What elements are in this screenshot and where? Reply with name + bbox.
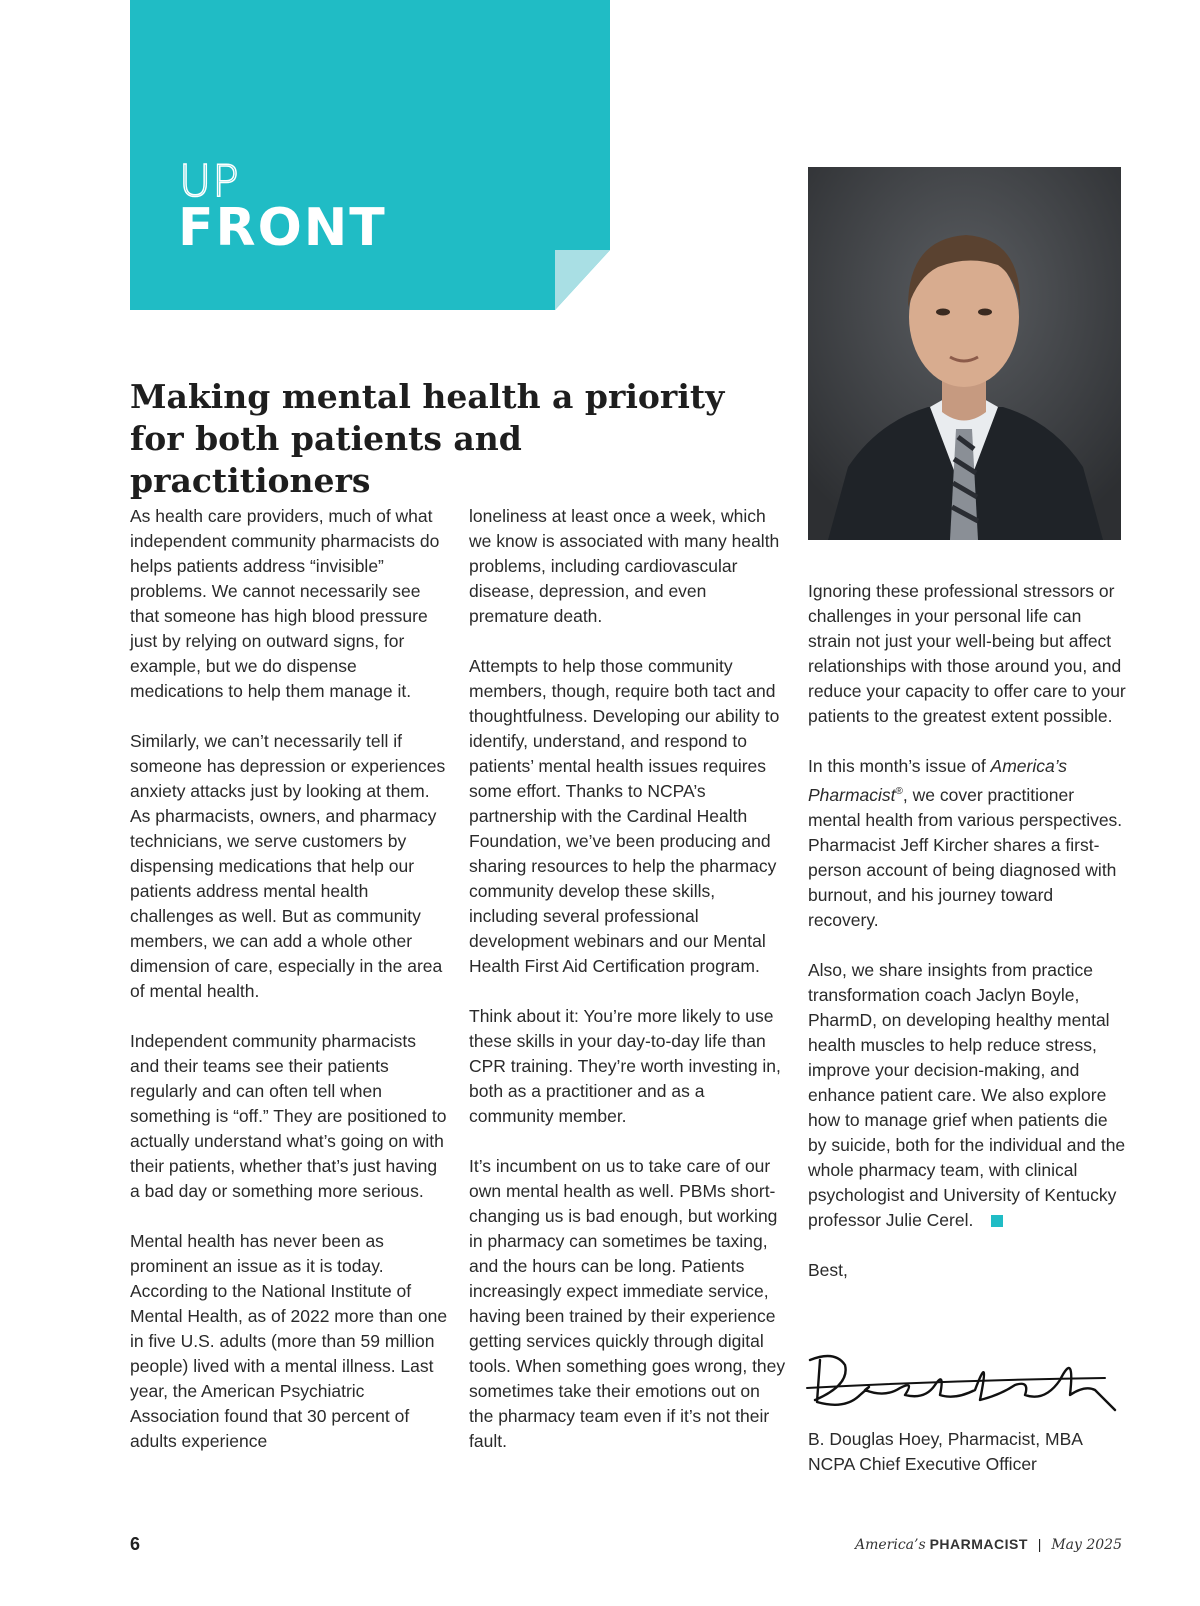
footer-separator: |	[1037, 1536, 1042, 1552]
author-name: B. Douglas Hoey, Pharmacist, MBA	[808, 1429, 1083, 1449]
banner-front-label: FRONT	[178, 198, 387, 258]
column2-paragraph-1: loneliness at least once a week, which we know is associated with many health problems, including cardiovascular disease, depression, and even premature death.	[469, 506, 780, 626]
registered-mark: ®	[895, 786, 903, 797]
paragraph3-body: Also, we share insights from practice transformation coach Jaclyn Boyle, PharmD, on developing healthy mental health muscles to help reduce stress, improve your decision-making, and enhance patient care. We also explore how to manage grief when patients die by suicide, both for the individual and the whole pharmacy team, with clinical psychologist and University of Kentucky professor Julie Cerel.	[808, 959, 1126, 1230]
column3-paragraph-2	[808, 754, 1126, 933]
column1-paragraph-4: Mental health has never been as prominent an issue as it is today. According to the National Institute of Mental Health, as of 2022 more than one in five U.S. adults (more than 59 million people) lived with a mental illness. Last year, the American Psychiatric Association found that 30 percent of adults experience	[130, 1231, 448, 1451]
column3-paragraph-1: Ignoring these professional stressors or challenges in your personal life can strain not just your well-being but affect relationships with those around you, and reduce your capacity to offer care to your patients to the greatest extent possible.	[808, 581, 1126, 726]
banner-page-fold	[555, 250, 610, 310]
column3-paragraph-3	[808, 958, 1126, 1233]
article-column-1	[130, 504, 450, 1454]
footer-issue-date: May 2025	[1051, 1537, 1122, 1553]
author-portrait	[808, 167, 1121, 540]
column1-paragraph-1: As health care providers, much of what independent community pharmacists do helps patients address “invisible” problems. We cannot necessarily see that someone has high blood pressure just by relying on outward signs, for example, but we do dispense medications to help them manage it.	[130, 506, 440, 701]
article-headline	[130, 376, 770, 502]
banner-up-label: UP	[179, 156, 240, 207]
column2-paragraph-4: It’s incumbent on us to take care of our own mental health as well. PBMs short-changing us is bad enough, but working in pharmacy can sometimes be taxing, and the hours can be long. Patients increasingly expect immediate service, having been trained by their experience getting services quickly through digital tools. When something goes wrong, they sometimes take their emotions out on the pharmacy team even if it’s not their fault.	[469, 1156, 786, 1451]
up-front-banner	[130, 0, 610, 310]
author-title: NCPA Chief Executive Officer	[808, 1454, 1037, 1474]
publication-name: America’s Pharmacist	[808, 756, 1068, 805]
end-mark-icon	[991, 1215, 1003, 1227]
page-number: 6	[130, 1534, 141, 1554]
headline-line-2: for both patients and practitioners	[130, 419, 522, 500]
handwritten-signature	[805, 1340, 1125, 1420]
column2-paragraph-2: Attempts to help those community members, though, require both tact and thoughtfulness. Developing our ability to identify, understand, and respond to patients’ mental health issues requires some effort. Thanks to NCPA’s partnership with the Cardinal Health Foundation, we’ve been producing and sharing resources to help the pharmacy community develop these skills, including several professional development webinars and our Mental Health First Aid Certification program.	[469, 656, 780, 976]
closing-salutation: Best,	[808, 1259, 848, 1280]
column1-paragraph-2: Similarly, we can’t necessarily tell if someone has depression or experiences anxiety attacks just by looking at them. As pharmacists, owners, and pharmacy technicians, we serve customers by dispensing medications that help our patients address mental health challenges as well. But as community members, we can add a whole other dimension of care, especially in the area of mental health.	[130, 731, 446, 1001]
headline-line-1: Making mental health a priority	[130, 377, 725, 416]
footer-pub-italic: America’s	[855, 1537, 926, 1553]
column1-paragraph-3: Independent community pharmacists and their teams see their patients regularly and can often tell when something is “off.” They are positioned to actually understand what’s going on with their patients, whether that’s just having a bad day or something more serious.	[130, 1031, 447, 1201]
paragraph2-body: , we cover practitioner mental health from various perspectives. Pharmacist Jeff Kircher shares a first-person account of being diagnosed with burnout, and his journey toward recovery.	[808, 784, 1123, 930]
publication-footer	[855, 1536, 1122, 1553]
column2-paragraph-3: Think about it: You’re more likely to use these skills in your day-to-day life than CPR training. They’re worth investing in, both as a practitioner and as a community member.	[469, 1006, 781, 1126]
signoff-block	[808, 1427, 1138, 1477]
article-column-3	[808, 579, 1126, 1283]
footer-pub-bold: PHARMACIST	[929, 1536, 1028, 1552]
article-column-2	[469, 504, 789, 1454]
paragraph2-intro: In this month’s issue of	[808, 756, 991, 776]
